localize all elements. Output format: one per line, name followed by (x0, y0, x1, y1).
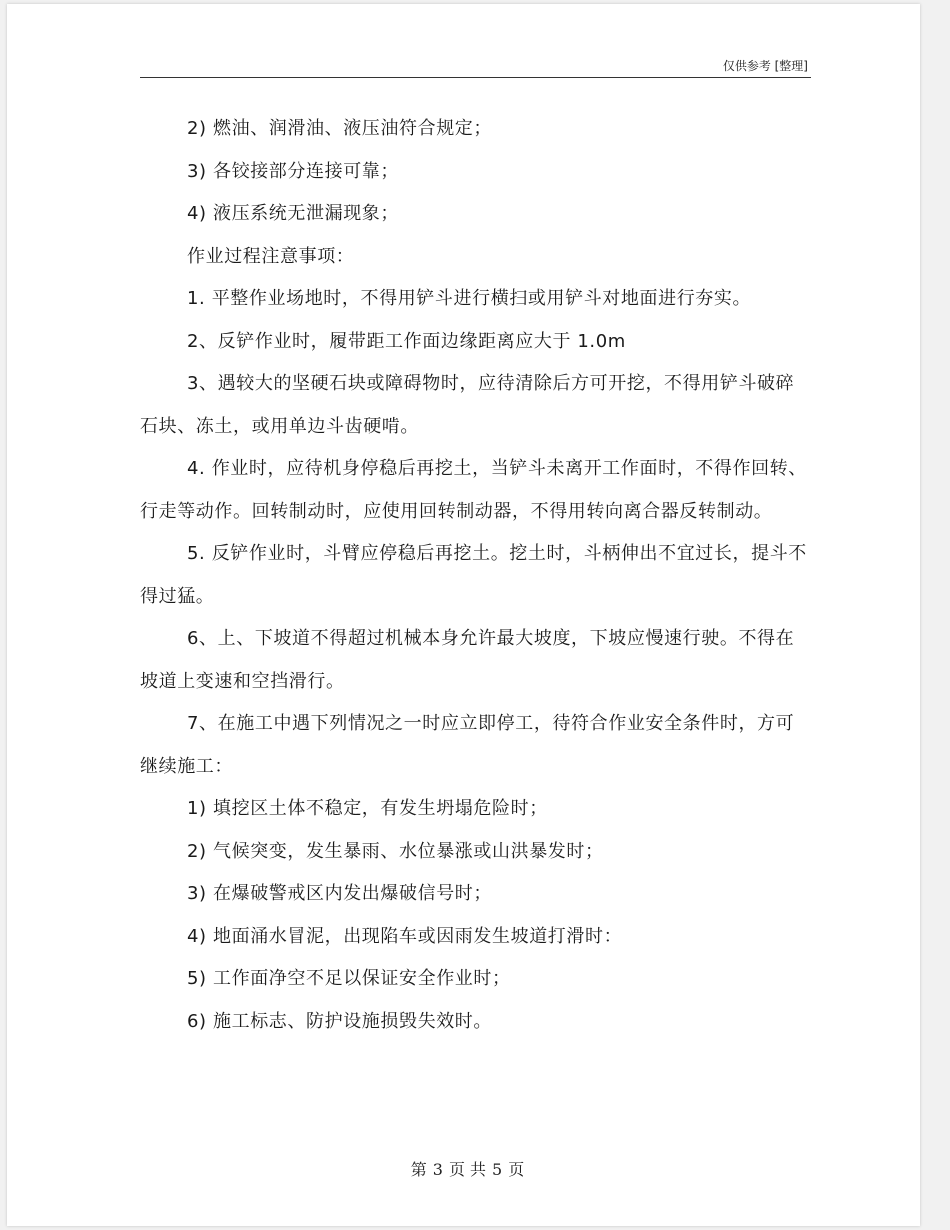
page-footer (7, 1157, 920, 1180)
document-body (140, 108, 811, 1043)
paragraph: 3、遇较大的坚硬石块或障碍物时，应待清除后方可开挖，不得用铲斗破碎石块、冻土，或用单边斗齿硬啃。 (140, 373, 795, 437)
list-item: 2) 气候突变，发生暴雨、水位暴涨或山洪暴发时； (187, 840, 604, 862)
paragraph: 1. 平整作业场地时，不得用铲斗进行横扫或用铲斗对地面进行夯实。 (187, 288, 752, 309)
footer-prefix: 第 (410, 1160, 427, 1179)
list-item: 4) 地面涌水冒泥，出现陷车或因雨发生坡道打滑时： (187, 925, 623, 947)
paragraph: 4. 作业时，应待机身停稳后再挖土，当铲斗未离开工作面时，不得作回转、行走等动作。回转制动时，应使用回转制动器，不得用转向离合器反转制动。 (140, 458, 807, 522)
list-item: 5) 工作面净空不足以保证安全作业时； (187, 968, 511, 989)
footer-mid: 页 共 (448, 1160, 487, 1179)
section-heading: 作业过程注意事项： (187, 245, 355, 267)
footer-page-number: 3 (432, 1160, 443, 1179)
paragraph: 4) 液压系统无泄漏现象； (187, 203, 399, 224)
paragraph: 2、反铲作业时，履带距工作面边缘距离应大于 1.0m (187, 330, 626, 352)
footer-suffix: 页 (508, 1160, 525, 1179)
footer-total-pages: 5 (492, 1160, 503, 1179)
list-item: 3) 在爆破警戒区内发出爆破信号时； (187, 883, 492, 904)
paragraph: 3) 各铰接部分连接可靠； (187, 160, 399, 182)
header-divider (140, 77, 811, 78)
document-page (7, 4, 920, 1226)
paragraph: 6、上、下坡道不得超过机械本身允许最大坡度，下坡应慢速行驶。不得在坡道上变速和空挡滑行。 (140, 628, 795, 692)
paragraph: 5. 反铲作业时，斗臂应停稳后再挖土。挖土时，斗柄伸出不宜过长，提斗不得过猛。 (140, 543, 807, 607)
paragraph: 7、在施工中遇下列情况之一时应立即停工，待符合作业安全条件时，方可继续施工： (140, 713, 795, 777)
paragraph: 2) 燃油、润滑油、液压油符合规定； (187, 118, 492, 139)
header-note: 仅供参考 [整理] (722, 59, 808, 73)
list-item: 6) 施工标志、防护设施损毁失效时。 (187, 1010, 492, 1032)
list-item: 1) 填挖区土体不稳定，有发生坍塌危险时； (187, 798, 548, 819)
